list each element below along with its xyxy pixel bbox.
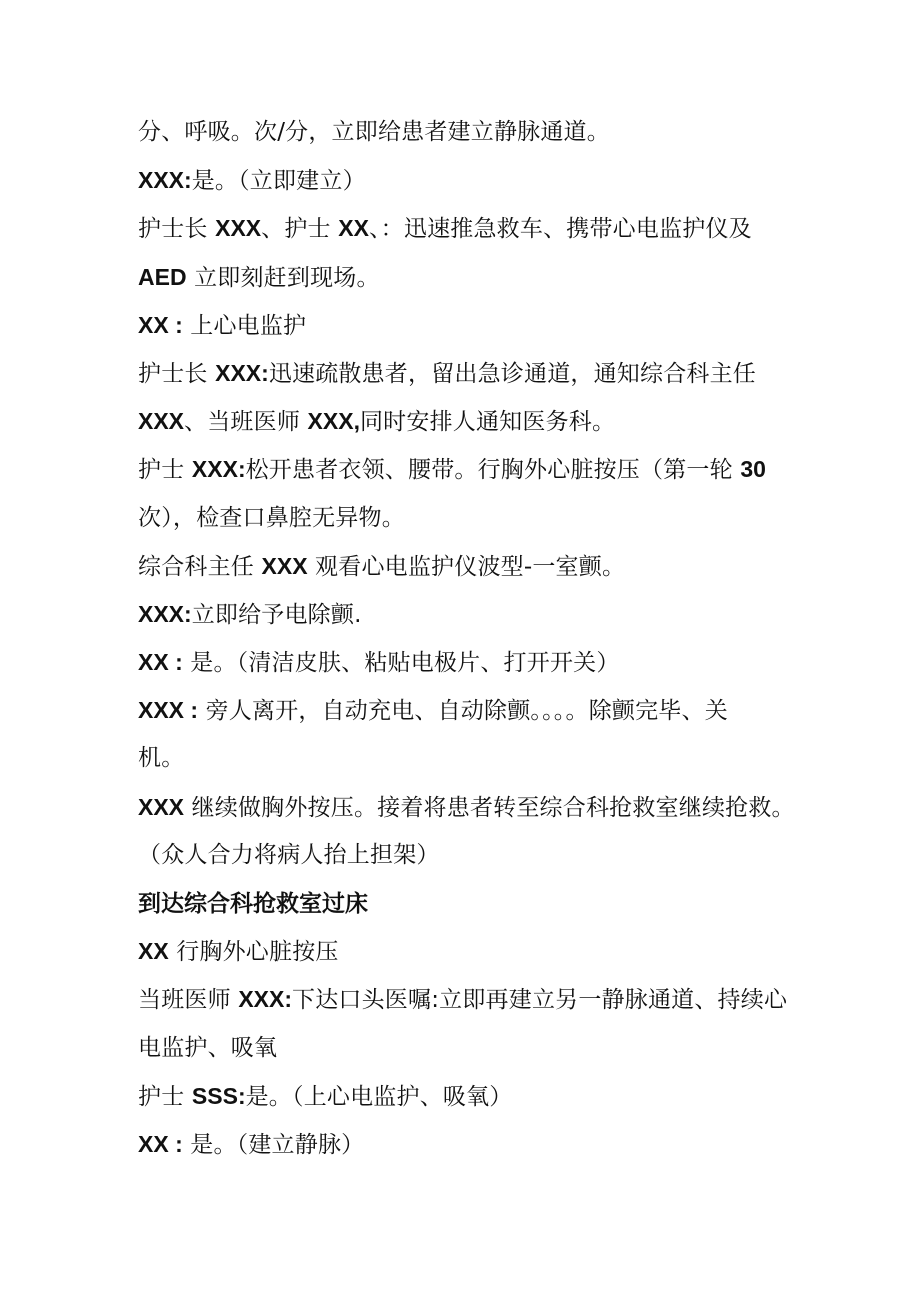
text-segment: 护士长 bbox=[138, 216, 216, 243]
text-segment: 松开患者衣领、腰带。行胸外心脏按压（第一轮 bbox=[245, 457, 741, 484]
document-line bbox=[138, 1120, 788, 1168]
document-line bbox=[138, 927, 788, 975]
text-segment: 综合科主任 bbox=[138, 553, 262, 580]
document-line bbox=[138, 349, 788, 397]
text-segment: 旁人离开，自动充电、自动除颤。。。。除颤完毕、关 bbox=[198, 698, 728, 725]
text-segment: 电监护、吸氧 bbox=[138, 1034, 278, 1061]
text-segment: 是。（上心电监护、吸氧） bbox=[245, 1083, 513, 1110]
text-segment: 护士 bbox=[138, 457, 192, 484]
document-line bbox=[138, 975, 788, 1023]
document-line bbox=[138, 253, 788, 301]
text-segment: 上心电监护 bbox=[182, 312, 307, 339]
bold-text-segment: XX : bbox=[138, 649, 183, 676]
bold-text-segment: XX : bbox=[138, 1130, 183, 1157]
text-segment: 当班医师 bbox=[138, 987, 239, 1014]
bold-text-segment: XX bbox=[338, 215, 369, 242]
text-segment: 护士长 bbox=[138, 360, 216, 387]
bold-text-segment: XXX : bbox=[138, 697, 199, 724]
document-line bbox=[138, 397, 788, 445]
bold-text-segment: XXX, bbox=[307, 408, 360, 435]
bold-text-segment: XX : bbox=[138, 311, 183, 338]
bold-text-segment: AED bbox=[138, 263, 187, 290]
bold-text-segment: XXX: bbox=[138, 167, 192, 194]
text-segment: 是。（清洁皮肤、粘贴电极片、打开开关） bbox=[182, 650, 620, 677]
document-line bbox=[138, 1072, 788, 1120]
document-line bbox=[138, 590, 788, 638]
bold-text-segment: 到达综合科抢救室过床 bbox=[138, 890, 368, 916]
bold-text-segment: XX bbox=[138, 938, 169, 965]
section-heading bbox=[138, 879, 788, 927]
bold-text-segment: XXX: bbox=[138, 600, 192, 627]
document-line bbox=[138, 204, 788, 252]
text-segment: 机。 bbox=[138, 745, 185, 772]
bold-text-segment: XXX: bbox=[191, 456, 246, 483]
text-segment: 是。（建立静脉） bbox=[182, 1131, 365, 1158]
text-segment: （众人合力将病人抬上担架） bbox=[138, 841, 440, 868]
document-line bbox=[138, 638, 788, 686]
bold-text-segment: 30 bbox=[740, 456, 766, 483]
document-line bbox=[138, 108, 788, 156]
document-line bbox=[138, 542, 788, 590]
text-segment: 下达口头医嘱:立即再建立另一静脉通道、持续心 bbox=[292, 987, 788, 1014]
text-segment: 次），检查口鼻腔无异物。 bbox=[138, 504, 405, 531]
document-page bbox=[138, 108, 795, 1168]
bold-text-segment: XXX: bbox=[215, 359, 269, 386]
text-segment: 迅速疏散患者，留出急诊通道，通知综合科主任 bbox=[268, 360, 757, 387]
document-line bbox=[138, 734, 788, 782]
document-line bbox=[138, 783, 795, 831]
document-line bbox=[138, 686, 788, 734]
document-line bbox=[138, 494, 788, 542]
text-segment: 护士 bbox=[138, 1083, 192, 1110]
text-segment: 、：迅速推急救车、携带心电监护仪及 bbox=[368, 216, 752, 243]
bold-text-segment: XXX bbox=[215, 215, 262, 242]
text-segment: 是。（立即建立） bbox=[191, 168, 366, 195]
document-line bbox=[138, 156, 788, 204]
bold-text-segment: XXX bbox=[138, 793, 185, 820]
text-segment: 、当班医师 bbox=[184, 409, 308, 436]
text-segment: 继续做胸外按压。接着将患者转至综合科抢救室继续抢救。 bbox=[184, 794, 795, 821]
bold-text-segment: SSS: bbox=[191, 1082, 246, 1109]
text-segment: 同时安排人通知医务科。 bbox=[359, 409, 616, 436]
bold-text-segment: XXX bbox=[261, 552, 308, 579]
text-segment: 行胸外心脏按压 bbox=[168, 939, 339, 966]
document-line bbox=[138, 445, 788, 493]
document-line bbox=[138, 301, 788, 349]
text-segment: 分、呼吸。次/分，立即给患者建立静脉通道。 bbox=[138, 119, 610, 145]
bold-text-segment: XXX: bbox=[238, 986, 292, 1013]
document-line bbox=[138, 831, 788, 879]
document-line bbox=[138, 1024, 788, 1072]
text-segment: 立即给予电除颤. bbox=[191, 601, 362, 628]
bold-text-segment: XXX bbox=[138, 408, 185, 435]
text-segment: 观看心电监护仪波型-一室颤。 bbox=[307, 553, 626, 580]
text-segment: 、护士 bbox=[261, 216, 339, 243]
text-segment: 立即刻赶到现场。 bbox=[186, 264, 380, 291]
